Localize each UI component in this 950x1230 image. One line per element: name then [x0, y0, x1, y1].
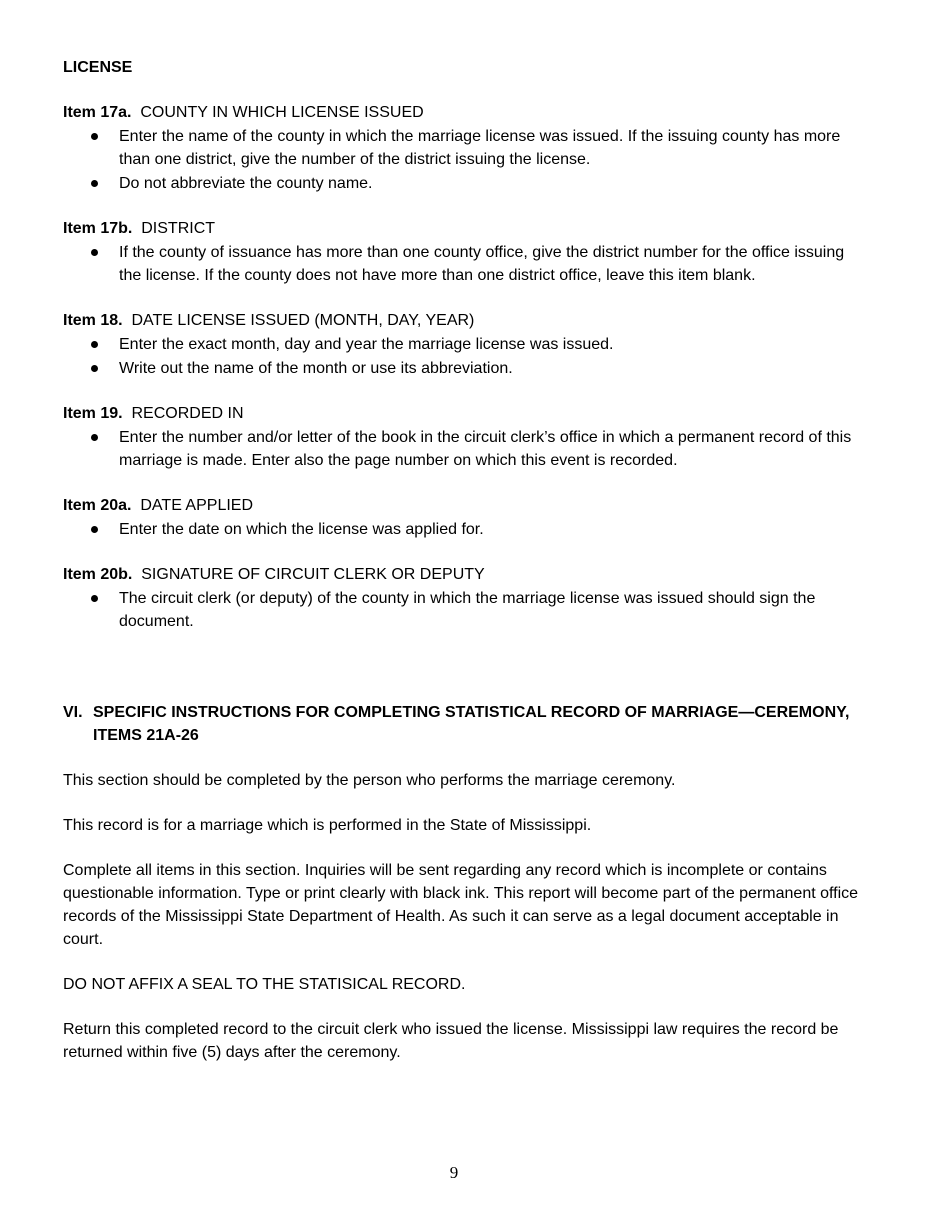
item-label: Item 19.	[63, 405, 123, 422]
bullet-text: Enter the name of the county in which the marriage license was issued. If the issuing county has more than one district, give the number of the district issuing the license.	[119, 128, 841, 168]
bullet-list	[63, 518, 863, 541]
item-heading	[63, 563, 863, 586]
bullet-item	[63, 426, 863, 472]
bullet-list	[63, 333, 863, 380]
bullet-item	[63, 125, 863, 171]
bullet-text: The circuit clerk (or deputy) of the county in which the marriage license was issued should sign the document.	[119, 590, 816, 630]
item-heading	[63, 217, 863, 240]
bullet-item	[63, 333, 863, 356]
body-paragraph: Return this completed record to the circuit clerk who issued the license. Mississippi law requires the record be returned within five (5) days after the ceremony.	[63, 1021, 839, 1061]
bullet-text: Do not abbreviate the county name.	[119, 175, 373, 192]
bullet-text: Enter the number and/or letter of the book in the circuit clerk’s office in which a permanent record of this marriage is made. Enter also the page number on which this event is recorded.	[119, 429, 852, 469]
item-title: DATE APPLIED	[140, 497, 254, 514]
bullet-icon	[91, 365, 98, 372]
bullet-icon	[91, 526, 98, 533]
bullet-icon	[91, 595, 98, 602]
body-paragraph: DO NOT AFFIX A SEAL TO THE STATISICAL RECORD.	[63, 976, 466, 993]
body-paragraph: Complete all items in this section. Inquiries will be sent regarding any record which is incomplete or contains questionable information. Type or print clearly with black ink. This report will become part of the permanent office records of the Mississippi State Department of Health. As such it can serve as a legal document acceptable in court.	[63, 862, 859, 948]
body-paragraph: This record is for a marriage which is performed in the State of Mississippi.	[63, 817, 592, 834]
instruction-item	[63, 309, 863, 380]
bullet-item	[63, 587, 863, 633]
item-label: Item 20a.	[63, 497, 132, 514]
item-heading	[63, 494, 863, 517]
bullet-list	[63, 241, 863, 287]
item-heading	[63, 309, 863, 332]
bullet-list	[63, 587, 863, 633]
bullet-item	[63, 357, 863, 380]
item-label: Item 20b.	[63, 566, 133, 583]
section-number: VI.	[63, 704, 83, 721]
section-heading	[63, 701, 863, 747]
item-title: DATE LICENSE ISSUED (MONTH, DAY, YEAR)	[131, 312, 475, 329]
bullet-list	[63, 426, 863, 472]
instruction-item	[63, 217, 863, 287]
items-list	[63, 101, 863, 633]
bullet-list	[63, 125, 863, 195]
item-title: RECORDED IN	[131, 405, 244, 422]
item-label: Item 17b.	[63, 220, 133, 237]
instruction-item	[63, 101, 863, 195]
bullet-item	[63, 241, 863, 287]
bullet-icon	[91, 133, 98, 140]
bullet-item	[63, 172, 863, 195]
item-title: DISTRICT	[141, 220, 216, 237]
section-paragraphs	[63, 769, 863, 1064]
body-paragraph: This section should be completed by the person who performs the marriage ceremony.	[63, 772, 676, 789]
bullet-text: Write out the name of the month or use its abbreviation.	[119, 360, 513, 377]
bullet-text: Enter the date on which the license was applied for.	[119, 521, 484, 538]
bullet-text: If the county of issuance has more than one county office, give the district number for the office issuing the license. If the county does not have more than one district office, leave this item blank.	[119, 244, 845, 284]
section-spacer	[63, 655, 863, 701]
item-title: SIGNATURE OF CIRCUIT CLERK OR DEPUTY	[141, 566, 485, 583]
document-page	[63, 56, 863, 1086]
instruction-item	[63, 563, 863, 633]
item-heading	[63, 101, 863, 124]
item-heading	[63, 402, 863, 425]
bullet-icon	[91, 434, 98, 441]
instruction-item	[63, 402, 863, 472]
bullet-icon	[91, 180, 98, 187]
page-number: 9	[449, 1163, 459, 1182]
bullet-item	[63, 518, 863, 541]
item-label: Item 18.	[63, 312, 123, 329]
instruction-item	[63, 494, 863, 541]
item-label: Item 17a.	[63, 104, 132, 121]
bullet-icon	[91, 341, 98, 348]
bullet-text: Enter the exact month, day and year the marriage license was issued.	[119, 336, 614, 353]
section-title: SPECIFIC INSTRUCTIONS FOR COMPLETING STATISTICAL RECORD OF MARRIAGE—CEREMONY, ITEMS 21A-26	[93, 704, 850, 744]
item-title: COUNTY IN WHICH LICENSE ISSUED	[140, 104, 424, 121]
bullet-icon	[91, 249, 98, 256]
license-heading: LICENSE	[63, 59, 133, 76]
